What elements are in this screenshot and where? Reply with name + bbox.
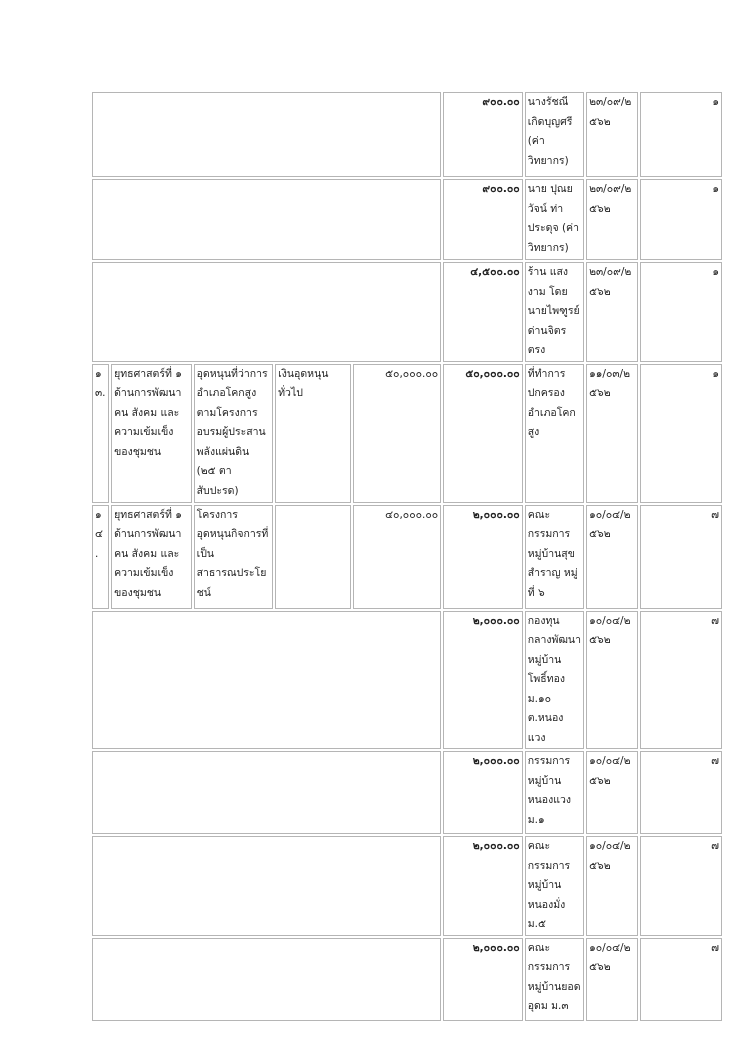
table-row bbox=[92, 179, 722, 260]
recipient-cell: คณะกรรมการหมู่บ้านยอดอุดม ม.๓ bbox=[525, 938, 584, 1021]
date-cell: ๒๓/๐๙/๒๕๖๒ bbox=[586, 262, 638, 362]
table-row bbox=[92, 611, 722, 750]
amount-cell: ๒,๐๐๐.๐๐ bbox=[443, 938, 523, 1021]
recipient-cell: นางรัชณี เกิดบุญศรี (ค่าวิทยากร) bbox=[525, 92, 584, 177]
budget-type-cell: เงินอุดหนุนทั่วไป bbox=[275, 364, 350, 503]
amount-cell: ๒,๐๐๐.๐๐ bbox=[443, 836, 523, 936]
date-cell: ๑๐/๐๔/๒๕๖๒ bbox=[586, 938, 638, 1021]
table-row bbox=[92, 92, 722, 177]
blank-cell bbox=[92, 836, 441, 936]
recipient-cell: ที่ทำการปกครองอำเภอโคกสูง bbox=[525, 364, 584, 503]
date-cell: ๑๐/๐๔/๒๕๖๒ bbox=[586, 611, 638, 750]
budget-type-cell bbox=[275, 505, 350, 609]
count-cell: ๗ bbox=[640, 751, 722, 834]
amount-cell: ๒,๐๐๐.๐๐ bbox=[443, 751, 523, 834]
count-cell: ๑ bbox=[640, 364, 722, 503]
item-number-cell: ๑๔. bbox=[92, 505, 109, 609]
table-row bbox=[92, 751, 722, 834]
count-cell: ๑ bbox=[640, 262, 722, 362]
date-cell: ๑๐/๐๔/๒๕๖๒ bbox=[586, 836, 638, 936]
count-cell: ๑ bbox=[640, 92, 722, 177]
budget-cell: ๕๐,๐๐๐.๐๐ bbox=[353, 364, 442, 503]
count-cell: ๗ bbox=[640, 611, 722, 750]
blank-cell bbox=[92, 179, 441, 260]
date-cell: ๑๐/๐๔/๒๕๖๒ bbox=[586, 505, 638, 609]
amount-cell: ๔,๕๐๐.๐๐ bbox=[443, 262, 523, 362]
amount-cell: ๕๐,๐๐๐.๐๐ bbox=[443, 364, 523, 503]
blank-cell bbox=[92, 262, 441, 362]
recipient-cell: ร้าน แสงงาม โดย นายไพฑูรย์ ด่านจิตรตรง bbox=[525, 262, 584, 362]
date-cell: ๒๓/๐๙/๒๕๖๒ bbox=[586, 179, 638, 260]
date-cell: ๑๐/๐๔/๒๕๖๒ bbox=[586, 751, 638, 834]
recipient-cell: คณะกรรมการหมู่บ้านหนองมั่ง ม.๕ bbox=[525, 836, 584, 936]
date-cell: ๑๑/๐๓/๒๕๖๒ bbox=[586, 364, 638, 503]
amount-cell: ๙๐๐.๐๐ bbox=[443, 179, 523, 260]
blank-cell bbox=[92, 92, 441, 177]
strategy-cell: ยุทธศาสตร์ที่ ๑ ด้านการพัฒนา คน สังคม และ ความเข้มเข็งของชุมชน bbox=[111, 505, 192, 609]
table-row bbox=[92, 836, 722, 936]
amount-cell: ๙๐๐.๐๐ bbox=[443, 92, 523, 177]
budget-cell: ๔๐,๐๐๐.๐๐ bbox=[353, 505, 442, 609]
item-number-cell: ๑๓. bbox=[92, 364, 109, 503]
recipient-cell: นาย ปุณย วัจน์ ท่าประดุจ (ค่าวิทยากร) bbox=[525, 179, 584, 260]
table-row bbox=[92, 364, 722, 503]
count-cell: ๗ bbox=[640, 505, 722, 609]
blank-cell bbox=[92, 611, 441, 750]
blank-cell bbox=[92, 938, 441, 1021]
project-cell: โครงการอุดหนุนกิจการที่เป็นสาธารณประโยชน์ bbox=[194, 505, 274, 609]
recipient-cell: กรรมการหมู่บ้านหนองแวง ม.๑ bbox=[525, 751, 584, 834]
project-cell: อุดหนุนที่ว่าการอำเภอโคกสูง ตามโครงการ อบรมผู้ประสานพลังแผ่นดิน (๒๕ ตาสับปะรด) bbox=[194, 364, 274, 503]
amount-cell: ๒,๐๐๐.๐๐ bbox=[443, 505, 523, 609]
date-cell: ๒๓/๐๙/๒๕๖๒ bbox=[586, 92, 638, 177]
recipient-cell: คณะกรรมการหมู่บ้านสุขสำราญ หมู่ที่ ๖ bbox=[525, 505, 584, 609]
table-row bbox=[92, 938, 722, 1021]
table-row bbox=[92, 505, 722, 609]
procurement-table bbox=[90, 90, 724, 1023]
recipient-cell: กองทุนกลางพัฒนาหมู่บ้านโพธิ์ทอง ม.๑๐ ต.หนองแวง bbox=[525, 611, 584, 750]
strategy-cell: ยุทธศาสตร์ที่ ๑ ด้านการพัฒนา คน สังคม และ ความเข้มเข็งของชุมชน bbox=[111, 364, 192, 503]
amount-cell: ๒,๐๐๐.๐๐ bbox=[443, 611, 523, 750]
count-cell: ๗ bbox=[640, 836, 722, 936]
blank-cell bbox=[92, 751, 441, 834]
count-cell: ๑ bbox=[640, 179, 722, 260]
table-row bbox=[92, 262, 722, 362]
count-cell: ๗ bbox=[640, 938, 722, 1021]
